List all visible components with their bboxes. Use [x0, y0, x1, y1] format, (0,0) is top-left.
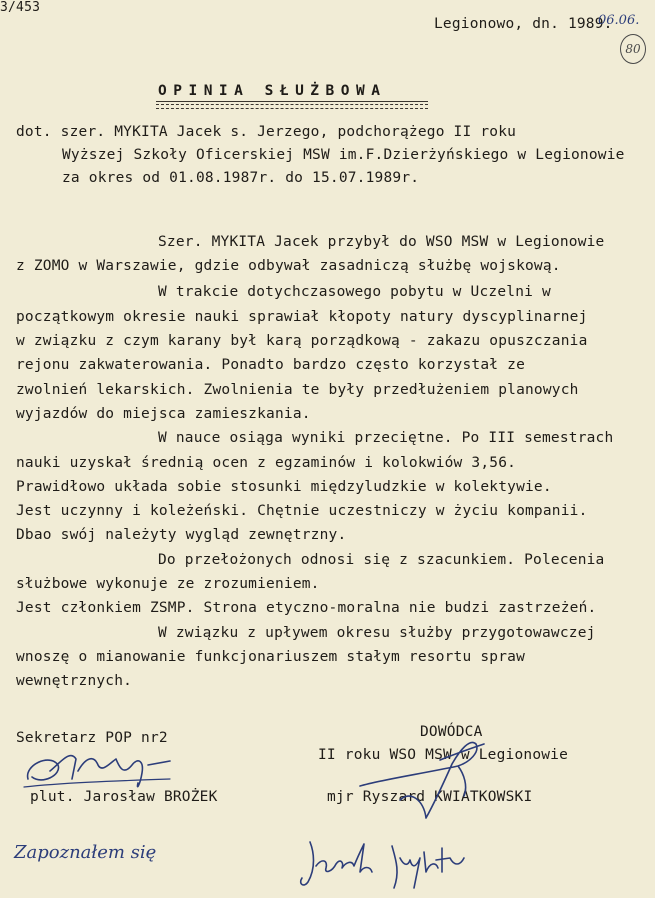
body-line: początkowym okresie nauki sprawiał kłopoty natury dyscyplinarnej [16, 309, 588, 325]
left-signatory-title: Sekretarz POP nr2 [16, 730, 168, 746]
body-line: wewnętrznych. [16, 673, 133, 689]
title-underline [156, 101, 428, 102]
place-date: Legionowo, dn. 1989. [434, 16, 613, 32]
body-line: Jest uczynny i koleżeński. Chętnie uczestniczy w życiu kompanii. [16, 503, 588, 519]
document-title: OPINIA SŁUŻBOWA [158, 83, 387, 99]
body-line: służbowe wykonuje ze zrozumieniem. [16, 576, 320, 592]
subject-line-1: dot. szer. MYKITA Jacek s. Jerzego, podchorążego II roku [16, 124, 517, 140]
body-line: wnoszę o mianowanie funkcjonariuszem stałym resortu spraw [16, 649, 525, 665]
right-signatory-unit: II roku WSO MSW w Legionowie [318, 747, 569, 763]
body-line: Szer. MYKITA Jacek przybył do WSO MSW w Legionowie [158, 234, 605, 250]
body-line: rejonu zakwaterowania. Ponadto bardzo często korzystał ze [16, 357, 525, 373]
body-line: Dbao swój należyty wygląd zewnętrzny. [16, 527, 347, 543]
subject-line-3: za okres od 01.08.1987r. do 15.07.1989r. [62, 170, 420, 186]
handwritten-date: 06.06. [598, 13, 640, 28]
right-signatory-title: DOWÓDCA [420, 724, 483, 740]
body-line: W związku z upływem okresu służby przygotowawczej [158, 625, 596, 641]
body-line: z ZOMO w Warszawie, gdzie odbywał zasadniczą służbę wojskową. [16, 258, 561, 274]
right-handwritten-signature [340, 730, 500, 830]
archive-reference: 3/453 [0, 0, 41, 15]
body-line: W trakcie dotychczasowego pobytu w Uczelni w [158, 284, 551, 300]
body-line: Do przełożonych odnosi się z szacunkiem. Polecenia [158, 552, 605, 568]
page-number-stamp: 80 [620, 34, 646, 64]
subject-line-2: Wyższej Szkoły Oficerskiej MSW im.F.Dzierżyńskiego w Legionowie [62, 147, 625, 163]
left-signatory-name: plut. Jarosław BROŻEK [30, 789, 218, 805]
mykita-handwritten-signature [292, 832, 472, 896]
body-line: zwolnień lekarskich. Zwolnienia te były przedłużeniem planowych [16, 382, 579, 398]
body-line: Prawidłowo układa sobie stosunki międzyludzkie w kolektywie. [16, 479, 552, 495]
right-signatory-name: mjr Ryszard KWIATKOWSKI [327, 789, 533, 805]
body-line: w związku z czym karany był karą porządkową - zakazu opuszczania [16, 333, 588, 349]
body-line: Jest członkiem ZSMP. Strona etyczno-moralna nie budzi zastrzeżeń. [16, 600, 597, 616]
body-line: W nauce osiąga wyniki przeciętne. Po III semestrach [158, 430, 614, 446]
body-line: wyjazdów do miejsca zamieszkania. [16, 406, 311, 422]
left-handwritten-signature [20, 735, 180, 795]
body-line: nauki uzyskał średnią ocen z egzaminów i kolokwiów 3,56. [16, 455, 517, 471]
handwritten-acknowledgement: Zapoznałem się [14, 842, 157, 863]
title-double-underline [156, 104, 428, 109]
